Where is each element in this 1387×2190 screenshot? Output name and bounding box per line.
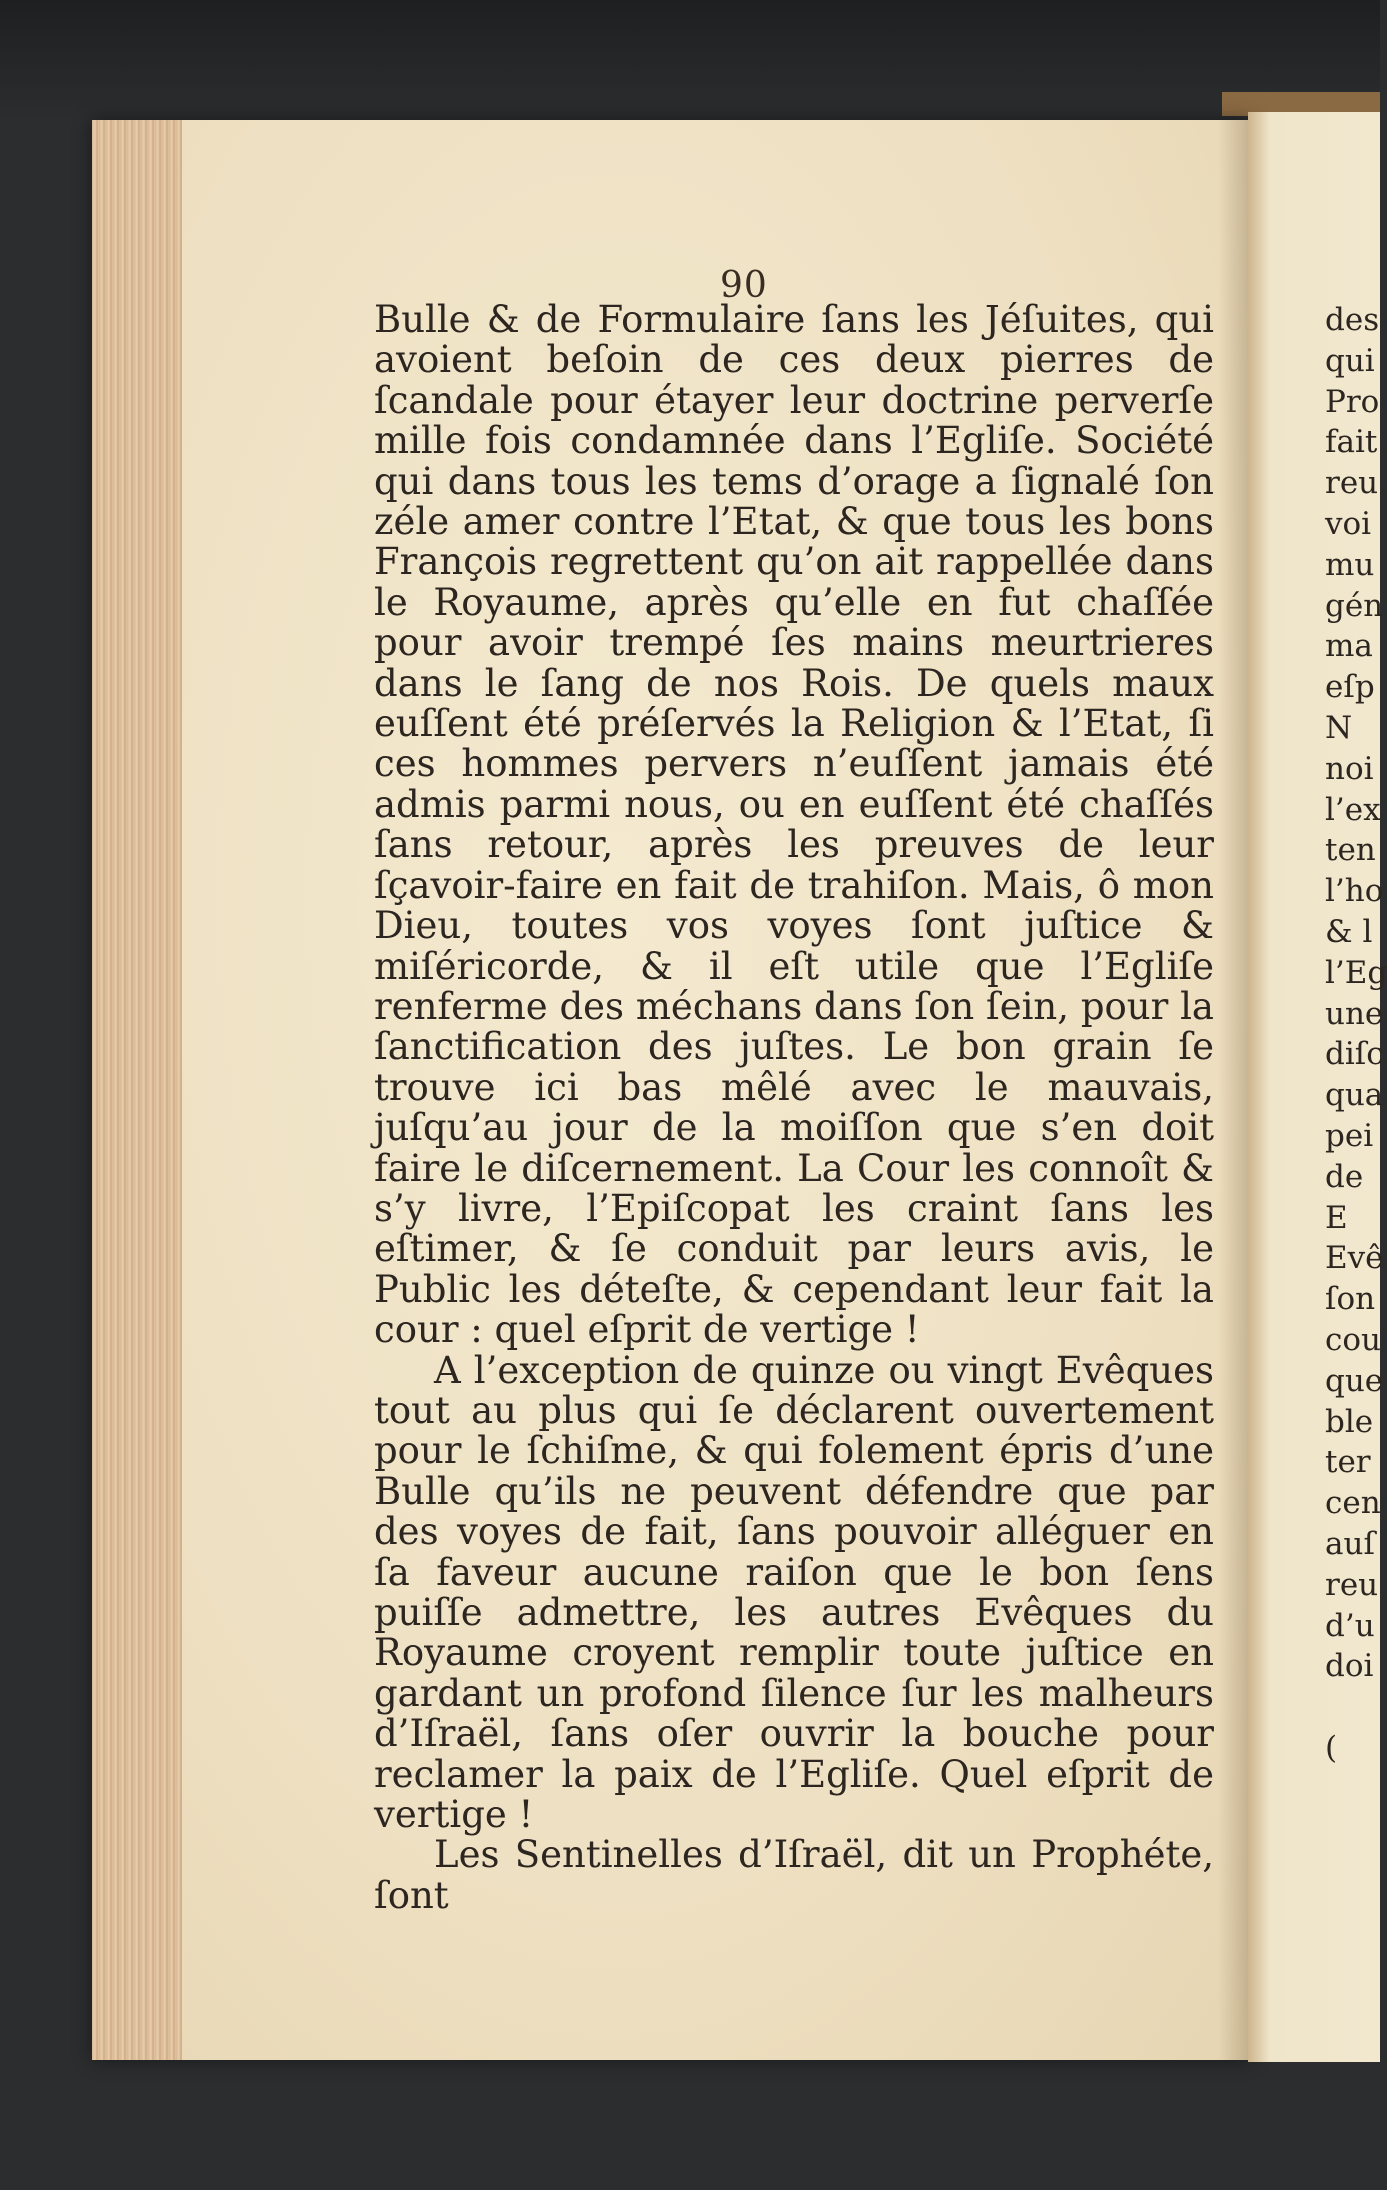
facing-page-fragment: & l <box>1325 913 1373 950</box>
page-fore-edge <box>92 120 182 2060</box>
facing-page-fragment: N <box>1325 709 1353 746</box>
paragraph-2: A l’exception de quinze ou vingt Evêques tout au plus qui ſe déclarent ouvertement pour le ſchiſme, & qui folement épris d’une Bulle qu’ils ne peuvent défendre que par des voyes de fait, ſans pouvoir alléguer en ſa faveur aucune raiſon que le bon ſens puiſſe admettre, les autres Evêques du Royaume croyent remplir toute juſtice en gardant un profond ſilence ſur les malheurs d’Iſraël, ſans oſer ouvrir la bouche pour reclamer la paix de l’Egliſe. Quel eſprit de vertige ! <box>374 1348 1214 1837</box>
facing-page-fragment: fait <box>1325 424 1378 461</box>
book-gutter <box>1218 120 1252 2060</box>
facing-page-fragment: ſon <box>1325 1281 1376 1318</box>
facing-page-fragment: ma <box>1325 628 1373 665</box>
page-number: 90 <box>720 265 768 306</box>
facing-page-fragment: l’Eg <box>1325 954 1387 991</box>
facing-page-fragment <box>1325 1687 1385 1728</box>
facing-page-fragment: Evê <box>1325 1240 1384 1277</box>
facing-page-fragment: l’ho <box>1325 873 1384 910</box>
facing-page-fragment: l’ex <box>1325 791 1381 828</box>
facing-page-fragment: ( <box>1325 1729 1338 1766</box>
facing-page-fragment: eſp <box>1325 669 1375 706</box>
facing-page-fragment: reu <box>1325 465 1379 502</box>
facing-page-fragment: ble <box>1325 1403 1374 1440</box>
facing-page-fragment: de <box>1325 1158 1364 1195</box>
facing-page-fragment: doi <box>1325 1648 1374 1685</box>
paragraph-3: Les Sentinelles d’Iſraël, dit un Prophéte, ſont <box>374 1833 1214 1917</box>
facing-page-fragment: mu <box>1325 546 1375 583</box>
facing-page-fragment: cen <box>1325 1485 1381 1522</box>
facing-page-fragment: ter <box>1325 1444 1371 1481</box>
facing-page-fragment: cou <box>1325 1321 1381 1358</box>
facing-page-fragment: E <box>1325 1199 1348 1236</box>
facing-page-text-fragments <box>1325 300 1385 1769</box>
facing-page-fragment: une <box>1325 995 1384 1032</box>
facing-page-fragment: diſc <box>1325 1036 1384 1073</box>
facing-page-fragment: gén <box>1325 587 1384 624</box>
facing-page-fragment: Pro <box>1325 383 1380 420</box>
facing-page-fragment: qua <box>1325 1077 1384 1114</box>
facing-page-fragment: ten <box>1325 832 1376 869</box>
facing-page-fragment: voi <box>1325 505 1372 542</box>
facing-page-fragment: noi <box>1325 750 1374 787</box>
facing-page-fragment: des <box>1325 302 1380 338</box>
facing-page-fragment: auſ <box>1325 1525 1375 1562</box>
facing-page-fragment: d’u <box>1325 1607 1375 1644</box>
page-body-text <box>374 300 1214 1916</box>
facing-page-fragment: pei <box>1325 1117 1374 1154</box>
scan-backdrop <box>0 0 1380 120</box>
paragraph-1: Bulle & de Formulaire ſans les Jéſuites, qui avoient beſoin de ces deux pierres de ſcandale pour étayer leur doctrine perverſe mille fois condamnée dans l’Egliſe. Société qui dans tous les tems d’orage a ſignalé ſon zéle amer contre l’Etat, & que tous les bons François regrettent qu’on ait rappellée dans le Royaume, après qu’elle en fut chaſſée pour avoir trempé ſes mains meurtrieres dans le ſang de nos Rois. De quels maux euſſent été préſervés la Religion & l’Etat, ſi ces hommes pervers n’euſſent jamais été admis parmi nous, ou en euſſent été chaſſés ſans retour, après les preuves de leur ſçavoir-faire en fait de trahiſon. Mais, ô mon Dieu, toutes vos voyes ſont juſtice & miſéricorde, & il eſt utile que l’Egliſe renferme des méchans dans ſon ſein, pour la ſanctification des juſtes. Le bon grain ſe trouve ici bas mêlé avec le mauvais, juſqu’au jour de la moiſſon que s’en doit faire le diſcernement. La Cour les connoît & s’y livre, l’Epiſcopat les craint ſans les eſtimer, & ſe conduit par leurs avis, le Public les déteſte, & cependant leur fait la cour : quel eſprit de vertige ! <box>374 298 1214 1352</box>
facing-page-fragment: que <box>1325 1362 1384 1399</box>
facing-page-fragment: reu <box>1325 1566 1379 1603</box>
facing-page-fragment: qui <box>1325 342 1375 379</box>
